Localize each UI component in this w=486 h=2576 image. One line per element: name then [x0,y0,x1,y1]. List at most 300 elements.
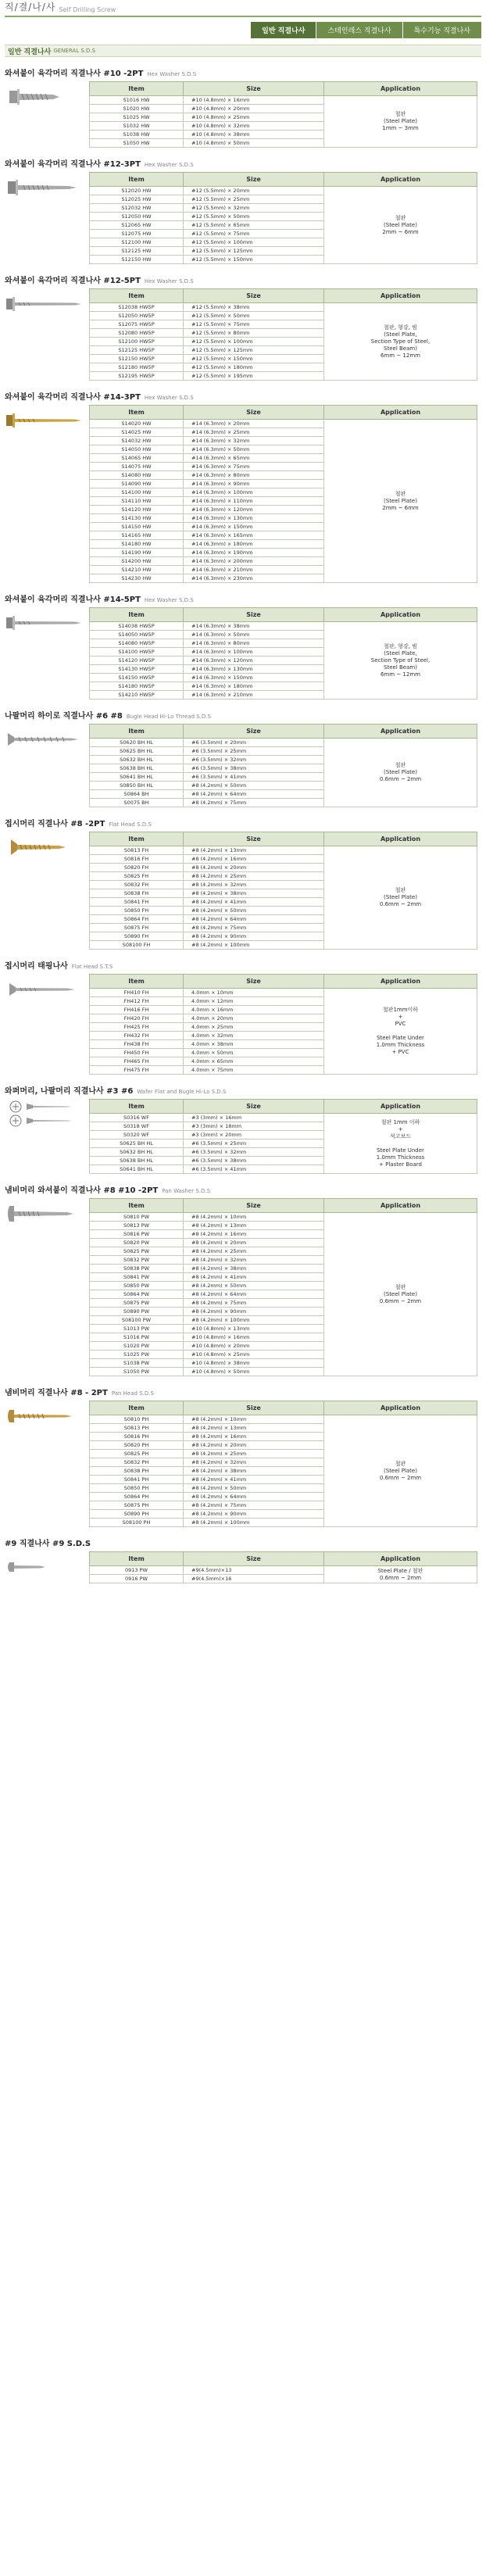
item-size: #9(4.5mm)×13 [184,1566,324,1575]
item-code: S12075 HW5P [90,320,184,329]
item-code: S14038 HW5P [90,622,184,631]
product-title [5,1537,481,1547]
item-size: #3 (3mm) × 16mm [184,1114,324,1122]
product-title [5,1183,481,1194]
item-size: #8 (4.2mm) × 13mm [184,846,324,855]
item-code: S1016 PW [90,1333,184,1342]
product-title [5,1386,481,1397]
column-header-item: Item [90,406,184,420]
section-heading [5,45,481,57]
item-code: S14050 HW [90,445,184,454]
table-row [90,1114,477,1122]
spec-table [89,1099,477,1174]
product-block [5,390,481,583]
item-code: S0875 PH [90,1501,184,1510]
item-size: #8 (4.2mm) × 20mm [184,864,324,872]
column-header-application: Application [324,82,477,96]
item-size: #14 (6.3mm) × 150mm [184,674,324,682]
column-header-item: Item [90,608,184,622]
product-body [5,288,481,381]
pan-washer-screw-icon [5,1198,83,1229]
item-size: 4.0mm × 10mm [184,989,324,997]
item-size: #8 (4.2mm) × 90mm [184,1308,324,1316]
item-code: S1038 PW [90,1359,184,1368]
item-code: FH410 FH [90,989,184,997]
item-code: S0625 BH HL [90,1140,184,1148]
column-header-application: Application [324,1401,477,1415]
item-code: S0825 FH [90,872,184,881]
spec-table [89,1198,477,1376]
item-code: FH412 FH [90,997,184,1006]
item-code: S0864 BH [90,790,184,799]
product-body [5,1401,481,1527]
product-title [5,592,481,603]
item-size: 4.0mm × 75mm [184,1066,324,1075]
item-code: S0318 WF [90,1122,184,1131]
column-header-item: Item [90,832,184,846]
spec-table [89,1551,477,1583]
item-size: #8 (4.2mm) × 50mm [184,782,324,790]
item-code: S14165 HW [90,531,184,540]
item-code: S0810 PW [90,1213,184,1222]
table-header-row [90,724,477,739]
bugle-head-screw-icon [5,724,83,755]
spec-table [89,288,477,381]
column-header-item: Item [90,173,184,187]
item-size: #14 (6.3mm) × 110mm [184,497,324,506]
product-list [5,66,481,1583]
product-title-ko: 냄비머리 와셔붙이 직결나사 #8 #10 -2PT [5,1186,159,1195]
product-title [5,1084,481,1095]
item-code: S0816 PW [90,1230,184,1239]
application-cell: 철판, 형강, 빔 (Steel Plate, Section Type of Steel, Steel Beam) 6mm ~ 12mm [324,303,477,381]
spec-table [89,81,477,148]
product-title-en: Hex Washer S.D.S [147,71,197,77]
table-row [90,187,477,195]
product-title [5,274,481,284]
item-size: #10 (4.8mm) × 20mm [184,105,324,113]
item-code: S14080 HW [90,471,184,480]
item-code: S12150 HW5P [90,355,184,363]
item-size: #14 (6.3mm) × 80mm [184,639,324,648]
item-size: #12 (5.5mm) × 180mm [184,363,324,372]
product-title-en: Hex Washer S.D.S [144,395,194,401]
item-size: #14 (6.3mm) × 65mm [184,454,324,463]
column-header-size: Size [184,173,324,187]
item-code: S1025 HW [90,113,184,122]
column-header-size: Size [184,406,324,420]
item-size: #8 (4.2mm) × 20mm [184,1239,324,1247]
item-size: #12 (5.5mm) × 25mm [184,195,324,204]
item-code: S12025 HW [90,195,184,204]
item-code: S0813 PH [90,1424,184,1433]
product-block [5,817,481,950]
product-title-en: Hex Washer S.D.S [144,162,194,168]
item-code: S0813 PW [90,1222,184,1230]
table-header-row [90,1552,477,1566]
item-size: #8 (4.2mm) × 32mm [184,1256,324,1265]
product-block [5,709,481,807]
column-header-application: Application [324,975,477,989]
item-size: #12 (5.5mm) × 20mm [184,187,324,195]
item-size: #8 (4.2mm) × 16mm [184,1433,324,1441]
item-size: #12 (5.5mm) × 100mm [184,338,324,346]
item-code: S14050 HW5P [90,631,184,639]
product-title-en: Hex Washer S.D.S [144,278,194,284]
product-title-ko: 접시머리 직결나사 #8 -2PT [5,820,105,828]
item-size: #8 (4.2mm) × 10mm [184,1213,324,1222]
item-code: FH450 FH [90,1049,184,1057]
item-code: S0820 PW [90,1239,184,1247]
item-code: S0641 BH HL [90,773,184,782]
item-code: FH425 FH [90,1023,184,1032]
item-size: #14 (6.3mm) × 38mm [184,622,324,631]
item-code: S0890 FH [90,932,184,941]
spec-table [89,724,477,807]
item-size: #12 (5.5mm) × 65mm [184,221,324,230]
item-size: #8 (4.2mm) × 38mm [184,1265,324,1273]
item-code: S12032 HW [90,204,184,213]
page-header [5,0,481,17]
item-code: S0890 PH [90,1510,184,1519]
item-size: #6 (3.5mm) × 20mm [184,739,324,747]
item-size: #8 (4.2mm) × 90mm [184,1510,324,1519]
item-size: #12 (5.5mm) × 125mm [184,346,324,355]
item-size: #6 (3.5mm) × 32mm [184,756,324,764]
tab-special-sds[interactable]: 특수기능 직결나사 [402,22,481,38]
table-header-row [90,832,477,846]
column-header-size: Size [184,975,324,989]
product-body [5,1551,481,1583]
item-size: #6 (3.5mm) × 41mm [184,773,324,782]
item-code: S14080 HW5P [90,639,184,648]
product-body [5,1198,481,1376]
spec-table [89,172,477,264]
item-code: S0638 BH HL [90,1157,184,1165]
application-cell: 철판 (Steel Plate) 2mm ~ 6mm [324,187,477,264]
item-code: S14120 HW5P [90,657,184,665]
item-code: S0820 PH [90,1441,184,1450]
item-code: S12125 HW5P [90,346,184,355]
product-title-ko: 와셔붙이 육각머리 직결나사 #12-5PT [5,277,141,285]
column-header-application: Application [324,1552,477,1566]
item-code: S12125 HW [90,247,184,256]
product-body [5,81,481,148]
item-size: #8 (4.2mm) × 32mm [184,1458,324,1467]
item-size: #8 (4.2mm) × 13mm [184,1222,324,1230]
product-block [5,959,481,1075]
product-block [5,1537,481,1583]
spec-table [89,1401,477,1527]
application-cell: 철판, 형강, 빔 (Steel Plate, Section Type of Steel, Steel Beam) 6mm ~ 12mm [324,622,477,699]
item-code: S1013 PW [90,1325,184,1333]
item-size: 4.0mm × 65mm [184,1057,324,1066]
item-code: S1038 HW [90,131,184,139]
product-title-en: Flat Head S.D.S [109,821,152,828]
item-code: S0841 PH [90,1476,184,1484]
application-cell: 철판 1mm 이하 + 석고보드 Steel Plate Under 1.0mm Thickness + Plaster Board [324,1114,477,1174]
table-header-row [90,406,477,420]
item-size: #12 (5.5mm) × 75mm [184,230,324,238]
column-header-item: Item [90,1552,184,1566]
item-size: #8 (4.2mm) × 20mm [184,1441,324,1450]
item-size: #14 (6.3mm) × 150mm [184,523,324,531]
item-size: #8 (4.2mm) × 64mm [184,1493,324,1501]
item-size: #12 (5.5mm) × 150mm [184,355,324,363]
item-size: #14 (6.3mm) × 90mm [184,480,324,488]
item-code: S1050 PW [90,1368,184,1376]
item-size: #14 (6.3mm) × 50mm [184,631,324,639]
item-code: S0641 BH HL [90,1165,184,1174]
item-size: #14 (6.3mm) × 32mm [184,437,324,445]
table-header-row [90,1100,477,1114]
item-size: #14 (6.3mm) × 75mm [184,463,324,471]
item-code: S0632 BH HL [90,756,184,764]
item-code: S0875 PW [90,1299,184,1308]
item-size: #8 (4.2mm) × 25mm [184,1450,324,1458]
tab-stainless-sds[interactable]: 스테인레스 직결나사 [316,22,402,38]
item-size: #3 (3mm) × 20mm [184,1131,324,1140]
table-row [90,739,477,747]
item-size: #14 (6.3mm) × 165mm [184,531,324,540]
item-size: #12 (5.5mm) × 75mm [184,320,324,329]
spec-table [89,405,477,583]
item-size: #6 (3.5mm) × 25mm [184,1140,324,1148]
item-code: S08100 PW [90,1316,184,1325]
tab-general-sds[interactable]: 일반 직결나사 [250,22,316,38]
category-tabs [5,22,481,38]
item-code: S14130 HW [90,514,184,523]
column-header-application: Application [324,608,477,622]
item-size: #8 (4.2mm) × 75mm [184,924,324,932]
item-code: S1020 PW [90,1342,184,1351]
table-row [90,96,477,105]
item-size: #8 (4.2mm) × 41mm [184,1273,324,1282]
column-header-size: Size [184,1552,324,1566]
item-size: #10 (4.8mm) × 13mm [184,1325,324,1333]
item-code: FH465 FH [90,1057,184,1066]
item-code: S0816 PH [90,1433,184,1441]
item-size: #6 (3.5mm) × 41mm [184,1165,324,1174]
item-code: S0841 PW [90,1273,184,1282]
item-size: #14 (6.3mm) × 130mm [184,514,324,523]
product-title [5,157,481,168]
column-header-application: Application [324,832,477,846]
item-code: S12150 HW [90,256,184,264]
item-code: S0810 PH [90,1415,184,1424]
product-block [5,1183,481,1376]
item-size: #14 (6.3mm) × 130mm [184,665,324,674]
product-title-en: Wafer Flat and Bugle Hi-Lo S.D.S [137,1089,227,1095]
product-body [5,405,481,583]
table-row [90,846,477,855]
item-code: S14025 HW [90,428,184,437]
table-header-row [90,608,477,622]
item-code: S0638 BH HL [90,764,184,773]
product-body [5,172,481,264]
item-size: #12 (5.5mm) × 100mm [184,238,324,247]
item-size: #8 (4.2mm) × 41mm [184,1476,324,1484]
item-code: S1016 HW [90,96,184,105]
column-header-application: Application [324,289,477,303]
item-size: #8 (4.2mm) × 13mm [184,1424,324,1433]
item-code: S0850 FH [90,907,184,915]
item-size: 4.0mm × 38mm [184,1040,324,1049]
application-cell: 철판1mm이하 + PVC Steel Plate Under 1.0mm Thickness + PVC [324,989,477,1075]
item-size: 4.0mm × 32mm [184,1032,324,1040]
item-size: #8 (4.2mm) × 64mm [184,915,324,924]
item-size: #8 (4.2mm) × 100mm [184,1519,324,1527]
column-header-size: Size [184,1100,324,1114]
item-size: #8 (4.2mm) × 50mm [184,1484,324,1493]
item-size: #14 (6.3mm) × 200mm [184,557,324,566]
product-block [5,592,481,699]
item-code: 0916 PW [90,1575,184,1583]
item-size: #8 (4.2mm) × 75mm [184,799,324,807]
product-block [5,1084,481,1174]
wafer-bugle-screw-icon [5,1099,83,1130]
table-header-row [90,82,477,96]
flat-head-screw-icon [5,832,83,863]
item-size: #12 (5.5mm) × 150mm [184,256,324,264]
item-code: S12080 HW5P [90,329,184,338]
table-row [90,989,477,997]
table-row [90,1213,477,1222]
item-size: #8 (4.2mm) × 50mm [184,1282,324,1290]
item-code: S12195 HW5P [90,372,184,381]
item-size: #8 (4.2mm) × 100mm [184,1316,324,1325]
item-size: #14 (6.3mm) × 210mm [184,566,324,574]
item-size: #10 (4.8mm) × 50mm [184,1368,324,1376]
item-size: #14 (6.3mm) × 50mm [184,445,324,454]
section-subtitle: GENERAL S.D.S [53,48,96,54]
product-title [5,390,481,401]
item-size: #8 (4.2mm) × 38mm [184,889,324,898]
item-size: #14 (6.3mm) × 120mm [184,506,324,514]
item-code: S14020 HW [90,420,184,428]
item-size: #14 (6.3mm) × 100mm [184,488,324,497]
column-header-application: Application [324,1199,477,1213]
column-header-size: Size [184,608,324,622]
item-size: #12 (5.5mm) × 50mm [184,312,324,320]
item-size: #9(4.5mm)×16 [184,1575,324,1583]
column-header-size: Size [184,289,324,303]
item-size: #10 (4.8mm) × 38mm [184,131,324,139]
product-title-en: Pan Head S.D.S [111,1390,154,1397]
item-size: #8 (4.2mm) × 50mm [184,907,324,915]
item-size: #10 (4.8mm) × 25mm [184,113,324,122]
item-code: S12038 HW5P [90,303,184,312]
item-size: #8 (4.2mm) × 100mm [184,941,324,950]
product-title-en: Flat Head S.T.S [71,964,113,970]
item-code: S0832 PH [90,1458,184,1467]
item-size: #6 (3.5mm) × 38mm [184,1157,324,1165]
application-cell: 철판 (Steel Plate) 2mm ~ 6mm [324,420,477,583]
hex-washer-gold-screw-icon [5,405,83,436]
item-code: FH432 FH [90,1032,184,1040]
item-code: S0838 PH [90,1467,184,1476]
item-code: S1032 HW [90,122,184,131]
item-size: 4.0mm × 16mm [184,1006,324,1014]
item-code: S12050 HW [90,213,184,221]
application-cell: 철판 (Steel Plate) 1mm ~ 3mm [324,96,477,148]
item-code: S0864 FH [90,915,184,924]
item-code: S0832 PW [90,1256,184,1265]
item-code: S14180 HW [90,540,184,549]
product-body [5,724,481,807]
application-cell: 철판 (Steel Plate) 0.6mm ~ 2mm [324,1415,477,1527]
item-size: #8 (4.2mm) × 16mm [184,1230,324,1239]
item-code: S12180 HW5P [90,363,184,372]
column-header-application: Application [324,173,477,187]
item-code: S0850 PW [90,1282,184,1290]
item-code: FH475 FH [90,1066,184,1075]
product-body [5,607,481,699]
item-size: #8 (4.2mm) × 64mm [184,790,324,799]
product-block [5,66,481,148]
product-title-ko: 냄비머리 직결나사 #8 - 2PT [5,1389,108,1397]
column-header-item: Item [90,1100,184,1114]
table-row [90,1566,477,1575]
item-code: S0320 WF [90,1131,184,1140]
item-code: S14032 HW [90,437,184,445]
item-size: #12 (5.5mm) × 50mm [184,213,324,221]
item-code: S0825 PW [90,1247,184,1256]
product-block [5,274,481,381]
item-size: #10 (4.8mm) × 25mm [184,1351,324,1359]
product-title-ko: 와셔붙이 육각머리 직결나사 #10 -2PT [5,70,144,78]
page-title: 직/결/나/사 [5,2,56,13]
column-header-application: Application [324,406,477,420]
item-code: S12100 HW5P [90,338,184,346]
item-size: #12 (5.5mm) × 195mm [184,372,324,381]
column-header-size: Size [184,724,324,739]
item-code: S0316 WF [90,1114,184,1122]
product-title-ko: #9 직결나사 #9 S.D.S [5,1540,91,1548]
item-code: FH420 FH [90,1014,184,1023]
item-code: S08100 FH [90,941,184,950]
product-title-en: Bugle Head Hi-Lo Thread S.D.S [126,714,212,720]
application-cell: Steel Plate / 철판 0.6mm ~ 2mm [324,1566,477,1583]
item-code: S14130 HW5P [90,665,184,674]
item-size: #8 (4.2mm) × 32mm [184,881,324,889]
product-title [5,66,481,77]
product-title [5,959,481,970]
product-title [5,817,481,828]
table-row [90,420,477,428]
item-size: #10 (4.8mm) × 20mm [184,1342,324,1351]
item-size: #14 (6.3mm) × 180mm [184,682,324,691]
item-code: S14065 HW [90,454,184,463]
item-size: #8 (4.2mm) × 16mm [184,855,324,864]
product-title-ko: 접시머리 태핑나사 [5,962,68,971]
item-code: S0875 FH [90,924,184,932]
item-size: #14 (6.3mm) × 190mm [184,549,324,557]
hex-washer-long-screw-icon [5,607,83,639]
item-code: S0850 BH HL [90,782,184,790]
item-size: #8 (4.2mm) × 64mm [184,1290,324,1299]
item-size: #14 (6.3mm) × 20mm [184,420,324,428]
product-block [5,157,481,264]
item-size: 4.0mm × 12mm [184,997,324,1006]
item-size: #12 (5.5mm) × 38mm [184,303,324,312]
item-code: S14100 HW [90,488,184,497]
item-size: #10 (4.8mm) × 32mm [184,122,324,131]
table-header-row [90,173,477,187]
item-code: S0620 BH HL [90,739,184,747]
item-size: #8 (4.2mm) × 25mm [184,872,324,881]
item-size: #6 (3.5mm) × 38mm [184,764,324,773]
